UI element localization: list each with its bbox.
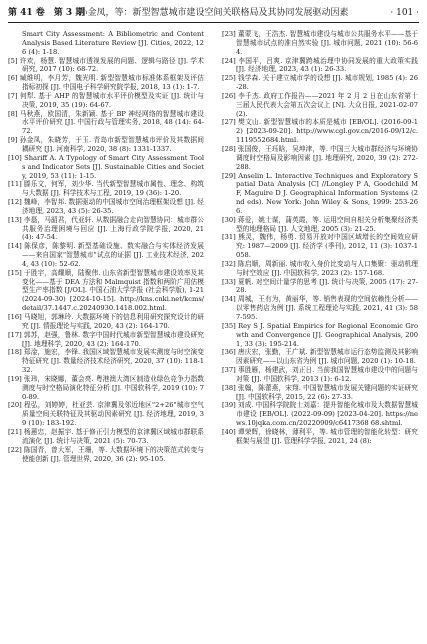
reference-item: [13] 李磊，马韶君，代亚轩. 从数据融合走向智慧协同：城市群公共服务治理困境与回应 [J]. 上海行政学院学报, 2020, 21 (4): 47-54. [8, 215, 204, 242]
reference-item: [34] 周城，王有为，黄丽华，等. 销售表现的空间依赖性分析——以零售药店为例 [J]. 系统工程理论与实践, 2021, 41 (3): 587-595. [222, 295, 418, 321]
reference-item: [28] 张国俊，王珏晗，吴坤津，等. 中国三大城市群经济与环境协调度时空格局及影响因素 [J]. 地理研究, 2020, 39 (2): 272-288. [222, 144, 418, 171]
reference-item: [38] 张翰，陈蕾燕，宋翔. 中国智慧城市发展关键问题的实证研究 [J]. 中国软科学, 2015, 22 (6): 27-33. [222, 383, 418, 401]
reference-item: [7] 何犁. 基于 AHP 的智慧城市水平评价模型及实证 [J]. 统计与决策, 2019, 35 (19): 64-67. [8, 91, 204, 109]
reference-item: [16] 马晓旭，郭琳玲. 大数据环境下的信息利用研究探究设计的研究 [J]. 情报理论与实践, 2020, 43 (2): 164-170. [8, 313, 204, 330]
reference-item: [27] 樊文山. 新型智慧城市的本质是城市 [EB/OL]. (2016-09-12) [2023-09-20]. http://www.cgl.gov.cn/2016-09/12/c.1119552684.html. [222, 118, 418, 145]
reference-item: [14] 陈保彦，陈黎明. 新型基础设施、数实融合与实体经济发展——来自国家"智慧城市"试点的证据 [J]. 工业技术经济, 2024, 43 (10): 52-62. [8, 242, 204, 268]
reference-item: [26] 李千杰. 政府工作报告——2021 年 2 月 2 日在山东省第十三届人民代表大会第五次会议上 [N]. 大众日报, 2021-02-07 (2). [222, 91, 418, 118]
page-number: · 101 · [390, 8, 419, 18]
reference-item: [33] 夏帆. 对空间计量学的思考 [J]. 统计与决策, 2005 (17): 27-28. [222, 277, 418, 295]
reference-item: [12] 魏峰，李智邦. 数据驱动的中国城市空间治理框架设想 [J]. 经济地理, 2023, 43 (5): 26-35. [8, 198, 204, 215]
references-left-column [8, 30, 204, 640]
reference-item: [37] 事胜雁，杨建武，刘正日. 当前我国智慧城市建设中的问题与对策 [J]. 中国软科学, 2013 (1): 6-12. [222, 366, 418, 383]
reference-item: [21] 杨蕙忠，赵振宇. 基于修正引力模型的京津冀区域城市群联系流演化 [J]. 统计与决策, 2021 (5): 70-73. [8, 427, 204, 445]
reference-item: [32] 陈启顺，周新丽. 城市收入身价比变动与人口集聚：驱动机理与时空效应 [J]. 中国软科学, 2023 (2): 157-168. [222, 259, 418, 277]
reference-item: [25] 钱学森. 关于建立城市学的设想 [J]. 城市规划, 1985 (4): 26-28. [222, 74, 418, 92]
reference-item: [36] 唐庆宏，张勤，王广斌. 新型智慧城市运行态势监测及其影响因素研究——以山东省为例 [J]. 城市问题, 2020 (1): 10-18. [222, 348, 418, 366]
reference-item: [17] 郭苏，赵强，鲁林. 数字中国时代城市新型智慧城市建设研究 [J]. 地理科学, 2020, 43 (2): 164-170. [8, 330, 204, 348]
reference-item: [19] 张玮，宋晓娜，董会亮. 粤港澳大湾区制造业绿色竞争力指数测度与时空格局演化特征分析 [J]. 中国软科学, 2019 (10): 70-89. [8, 374, 204, 401]
reference-item: [10] Shariff A. A Typology of Smart City Assessment Tools and Indicator Sets [J]. Sustainable Cities and Society, 2019, 53 (11): 1-15. [8, 153, 204, 180]
reference-item: [39] 刘成. 中国科学院院士刘嘉：提升智能化城市及大数据智慧城市建设 [EB/OL]. (2022-09-09) [2023-04-20]. https://news.10jqka.com.cn/20220909/c6417368 68.shtml. [222, 401, 418, 428]
reference-item: [9] 孙金凤，朱晓芳，于玉. 青岛市新型智慧城市评价及其数据间耦研究 [J]. 河南科学, 2020, 38 (8): 1331-1337. [8, 136, 204, 153]
volume-issue: 第 41 卷 第 3 期 [8, 8, 85, 18]
reference-item: [30] 蒋爱，姚士谋，蒲英霞，等. 运用空间自相关分析集聚经济类型的地理格局 [J]. 人文地理, 2005 (3): 21-25. [222, 215, 418, 233]
reference-item: [35] Rey S J. Spatial Empirics for Regional Economic Growth and Convergence [J]. Geographical Analysis, 2001, 33 (3): 195-214. [222, 321, 418, 348]
reference-item: [20] 程弘，刘婷婷，杜亚芸. 京津冀及邻近地区"2+26"城市空气质量空间关联特征及其驱动因素研究 [J]. 经济地理, 2019, 39 (10): 183-192. [8, 401, 204, 428]
running-title: 孙金凤，等：新型智慧城市建设空间关联格局及其协同发展驱动因素 [78, 8, 349, 18]
reference-item: [40] 谭荣辉，徐晓林，薄利平，等. 城市管理的智能化转型：研究框架与展望 [J]. 管理科学学报, 2021, 24 (8): [222, 427, 418, 445]
references-right-column [222, 30, 418, 640]
reference-item: Smart City Assessment: A Bibliometric and Content Analysis Based Literature Review [J]. Cities, 2022, 126 (4): 1-18. [22, 30, 204, 56]
reference-item: [29] Anselin L. Interactive Techniques and Exploratory Spatial Data Analysis [C] //Longley P A, Goodchild M F, Maguire D J. Geographical Information Systems (2nd eds). New York: John Wiley & Sons, 1999: 253-266. [222, 171, 418, 215]
reference-item: [5] 许欢，杨慧. 智慧城市透视发展的问题、逻辑与路径 [J]. 学术研究, 2017 (10): 68-72. [8, 56, 204, 74]
reference-item: [11] 滕乐文，何军，刘少华. 当代新型智慧城市属性、理念、构筑与大数据 [J]. 科学技术与工程, 2019, 19 (36): 1-20. [8, 180, 204, 198]
reference-item: [15] 于胜宇，高耀顺，陆聚伟. 山东省新型智慧城市建设效率及其变化——基于 DEA 方法和 Malmquist 指数和两阶广用估模型生产率指数 [J/OL]. 中国石油大学学报 (社会科学版), 1-21 (2024-09-30) [2024-10-15]. http://kns.cnki.net/kcms/detail/37.1447.c.20240930.1418.002.html. [8, 268, 204, 313]
reference-item: [22] 陈国青，曾大军，王珊，等. 大数据环境下的决策范式转变与使能创新 [J]. 管理世界, 2020, 36 (2): 95-105. [8, 445, 204, 463]
reference-item: [31] 熊灵，魏伟，杨勇. 贸易开放对中国区域增长的空间效应研究: 1987—2009 [J]. 经济学 (季刊), 2012, 11 (3): 1037-1058. [222, 233, 418, 260]
reference-item: [18] 郑淦，施宏，李锋. 我国区域智慧城市发展实测度与时空演变特征研究 [J]. 数量经济技术经济研究, 2020, 37 (10): 118-132. [8, 348, 204, 375]
reference-item: [8] 马秋燕，欧国清，朱新颖. 基于 BP 神经网络的智慧城市建设水平评价研究 [J]. 中国行政与管理实务, 2018, 48 (14): 64-72. [8, 109, 204, 136]
reference-item: [6] 臧维明，李月芳，魏光明. 新型智慧城市标准体系框架及评估指标初探 [J]. 中国电子科学研究院学报, 2018, 13 (1): 1-7. [8, 74, 204, 92]
reference-item: [24] 李国平，吕爽. 京津冀跨城治理中协同发展的重大政策实践 [J]. 经济地理, 2023, 43 (1): 26-33. [222, 56, 418, 74]
reference-item: [23] 董蒙飞，王浩杰. 智慧城市建设与城市公共服务水平——基于智慧城市试点的准自然实验 [J]. 城市问题, 2021 (10): 56-64. [222, 30, 418, 56]
running-header [8, 4, 419, 23]
